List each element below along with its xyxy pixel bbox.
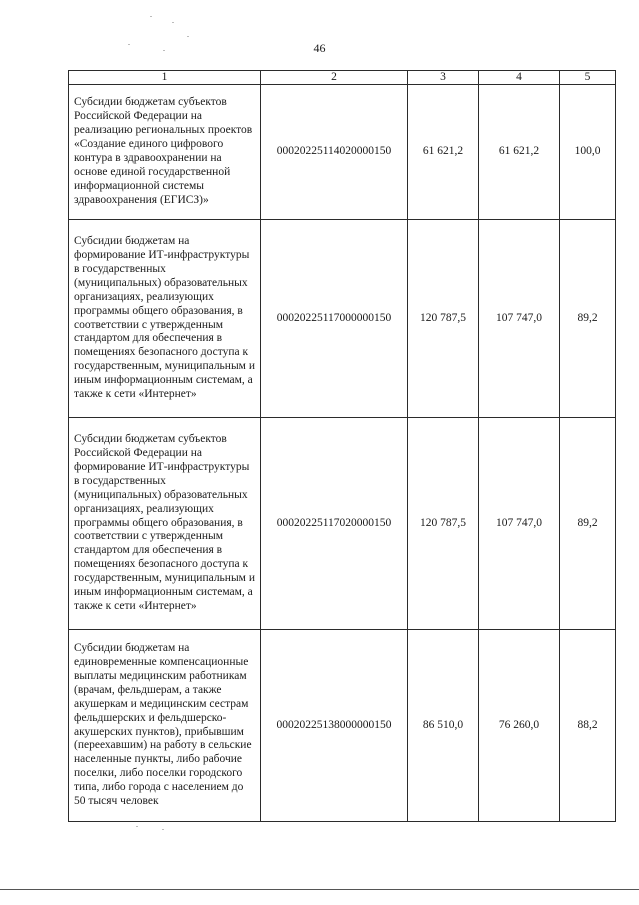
column-header: 4 <box>479 71 560 85</box>
revenue-name-cell: Субсидии бюджетам субъектов Российской Федерации на реализацию региональных проектов «Создание единого цифрового контура в здравоохранении на основе единой государственной информационной системы здравоохранения (ЕГИСЗ)» <box>69 85 261 220</box>
actual-value-cell: 76 260,0 <box>479 630 560 822</box>
planned-value-cell: 120 787,5 <box>408 418 479 630</box>
planned-value-cell: 120 787,5 <box>408 220 479 418</box>
column-header: 2 <box>261 71 408 85</box>
revenue-name-cell: Субсидии бюджетам на единовременные компенсационные выплаты медицинским работникам (врачам, фельдшерам, а также акушеркам и медицинским сестрам фельдшерских и фельдшерско-акушерских пунктов), прибывшим (переехавшим) на работу в сельские населенные пункты, либо рабочие поселки, либо поселки городского типа, либо города с населением до 50 тысяч человек <box>69 630 261 822</box>
revenue-name-cell: Субсидии бюджетам на формирование ИТ-инфраструктуры в государственных (муниципальных) образовательных организациях, реализующих программы общего образования, в соответствии с утвержденным стандартом для обеспечения в помещениях безопасного доступа к государственным, муниципальным и иным информационным системам, а также к сети «Интернет» <box>69 220 261 418</box>
column-number-row <box>69 71 616 85</box>
scan-speck <box>163 50 165 51</box>
table-row <box>69 418 616 630</box>
actual-value-cell: 107 747,0 <box>479 418 560 630</box>
budget-code-cell: 00020225114020000150 <box>261 85 408 220</box>
actual-value-cell: 107 747,0 <box>479 220 560 418</box>
budget-table <box>68 70 616 822</box>
percent-cell: 89,2 <box>560 418 616 630</box>
page-number: 46 <box>313 41 326 55</box>
table-row <box>69 630 616 822</box>
scan-speck <box>162 829 164 830</box>
revenue-name-cell: Субсидии бюджетам субъектов Российской Федерации на формирование ИТ-инфраструктуры в государственных (муниципальных) образовательных организациях, реализующих программы общего образования, в соответствии с утвержденным стандартом для обеспечения в помещениях безопасного доступа к государственным, муниципальным и иным информационным системам, а также к сети «Интернет» <box>69 418 261 630</box>
table-row <box>69 220 616 418</box>
column-header: 5 <box>560 71 616 85</box>
scan-speck <box>136 826 138 827</box>
scan-speck <box>128 44 130 45</box>
budget-code-cell: 00020225117000000150 <box>261 220 408 418</box>
column-header: 1 <box>69 71 261 85</box>
budget-code-cell: 00020225138000000150 <box>261 630 408 822</box>
actual-value-cell: 61 621,2 <box>479 85 560 220</box>
scan-speck <box>187 36 189 37</box>
percent-cell: 89,2 <box>560 220 616 418</box>
scan-speck <box>172 22 174 23</box>
planned-value-cell: 61 621,2 <box>408 85 479 220</box>
planned-value-cell: 86 510,0 <box>408 630 479 822</box>
scan-speck <box>150 16 152 17</box>
column-header: 3 <box>408 71 479 85</box>
budget-code-cell: 00020225117020000150 <box>261 418 408 630</box>
page-bottom-rule <box>0 889 639 890</box>
percent-cell: 100,0 <box>560 85 616 220</box>
percent-cell: 88,2 <box>560 630 616 822</box>
table-row <box>69 85 616 220</box>
